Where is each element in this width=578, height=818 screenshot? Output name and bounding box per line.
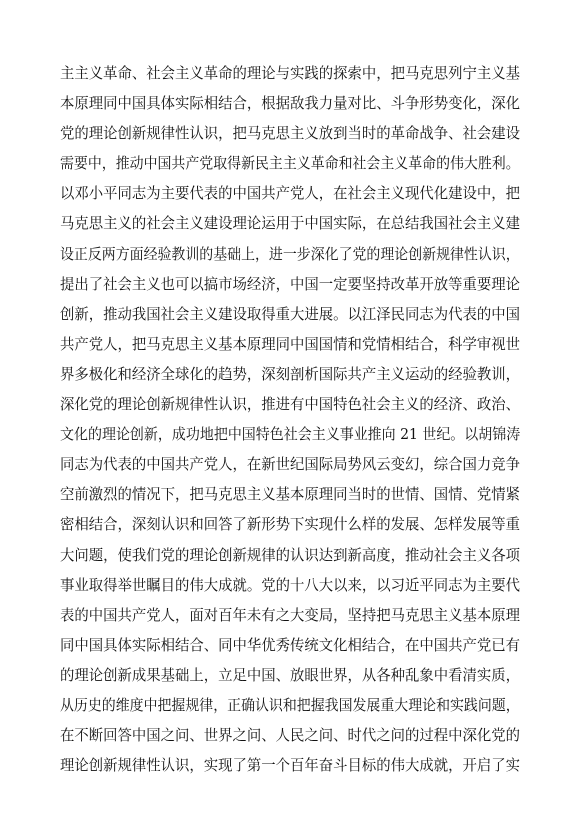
text-line: 理论创新规律性认识，实现了第一个百年奋斗目标的伟大成就，开启了实 — [60, 757, 521, 775]
text-line: 从历史的维度中把握规律，正确认识和把握我国发展重大理论和实践问题， — [60, 696, 520, 714]
text-line: 以邓小平同志为主要代表的中国共产党人，在社会主义现代化建设中，把 — [60, 185, 521, 203]
text-line: 本原理同中国具体实际相结合，根据敌我力量对比、斗争形势变化，深化 — [60, 95, 521, 113]
text-line: 的理论创新成果基础上，立足中国、放眼世界，从各种乱象中看清实质， — [60, 666, 521, 684]
text-line: 主主义革命、社会主义革命的理论与实践的探索中，把马克思列宁主义基 — [60, 65, 521, 82]
text-line: 党的理论创新规律性认识，把马克思主义放到当时的革命战争、社会建设 — [60, 125, 521, 143]
text-line: 文化的理论创新，成功地把中国特色社会主义事业推向 21 世纪。以胡锦涛 — [60, 426, 521, 444]
text-line: 需要中，推动中国共产党取得新民主主义革命和社会主义革命的伟大胜利。 — [60, 155, 520, 173]
text-line: 马克思主义的社会主义建设理论运用于中国实际，在总结我国社会主义建 — [60, 215, 521, 233]
text-line: 事业取得举世瞩目的伟大成就。党的十八大以来，以习近平同志为主要代 — [60, 576, 521, 594]
text-line: 密相结合，深刻认识和回答了新形势下实现什么样的发展、怎样发展等重 — [60, 516, 521, 534]
body-paragraph — [60, 59, 520, 781]
text-line: 大问题，使我们党的理论创新规律的认识达到新高度，推动社会主义各项 — [60, 546, 521, 564]
text-line: 表的中国共产党人，面对百年未有之大变局，坚持把马克思主义基本原理 — [60, 606, 521, 624]
text-line: 深化党的理论创新规律性认识，推进有中国特色社会主义的经济、政治、 — [60, 396, 521, 414]
text-line: 同志为代表的中国共产党人，在新世纪国际局势风云变幻，综合国力竞争 — [60, 456, 521, 474]
text-line: 在不断回答中国之问、世界之问、人民之问、时代之问的过程中深化党的 — [60, 727, 521, 745]
text-line: 同中国具体实际相结合、同中华优秀传统文化相结合，在中国共产党已有 — [60, 636, 521, 654]
text-line: 创新，推动我国社会主义建设取得重大进展。以江泽民同志为代表的中国 — [60, 305, 521, 323]
text-line: 提出了社会主义也可以搞市场经济，中国一定要坚持改革开放等重要理论 — [60, 275, 521, 293]
text-line: 共产党人，把马克思主义基本原理同中国国情和党情相结合，科学审视世 — [60, 335, 521, 353]
text-line: 界多极化和经济全球化的趋势，深刻剖析国际共产主义运动的经验教训， — [60, 365, 521, 383]
text-line: 设正反两方面经验教训的基础上，进一步深化了党的理论创新规律性认识， — [60, 245, 520, 263]
text-line: 空前激烈的情况下，把马克思主义基本原理同当时的世情、国情、党情紧 — [60, 486, 521, 504]
